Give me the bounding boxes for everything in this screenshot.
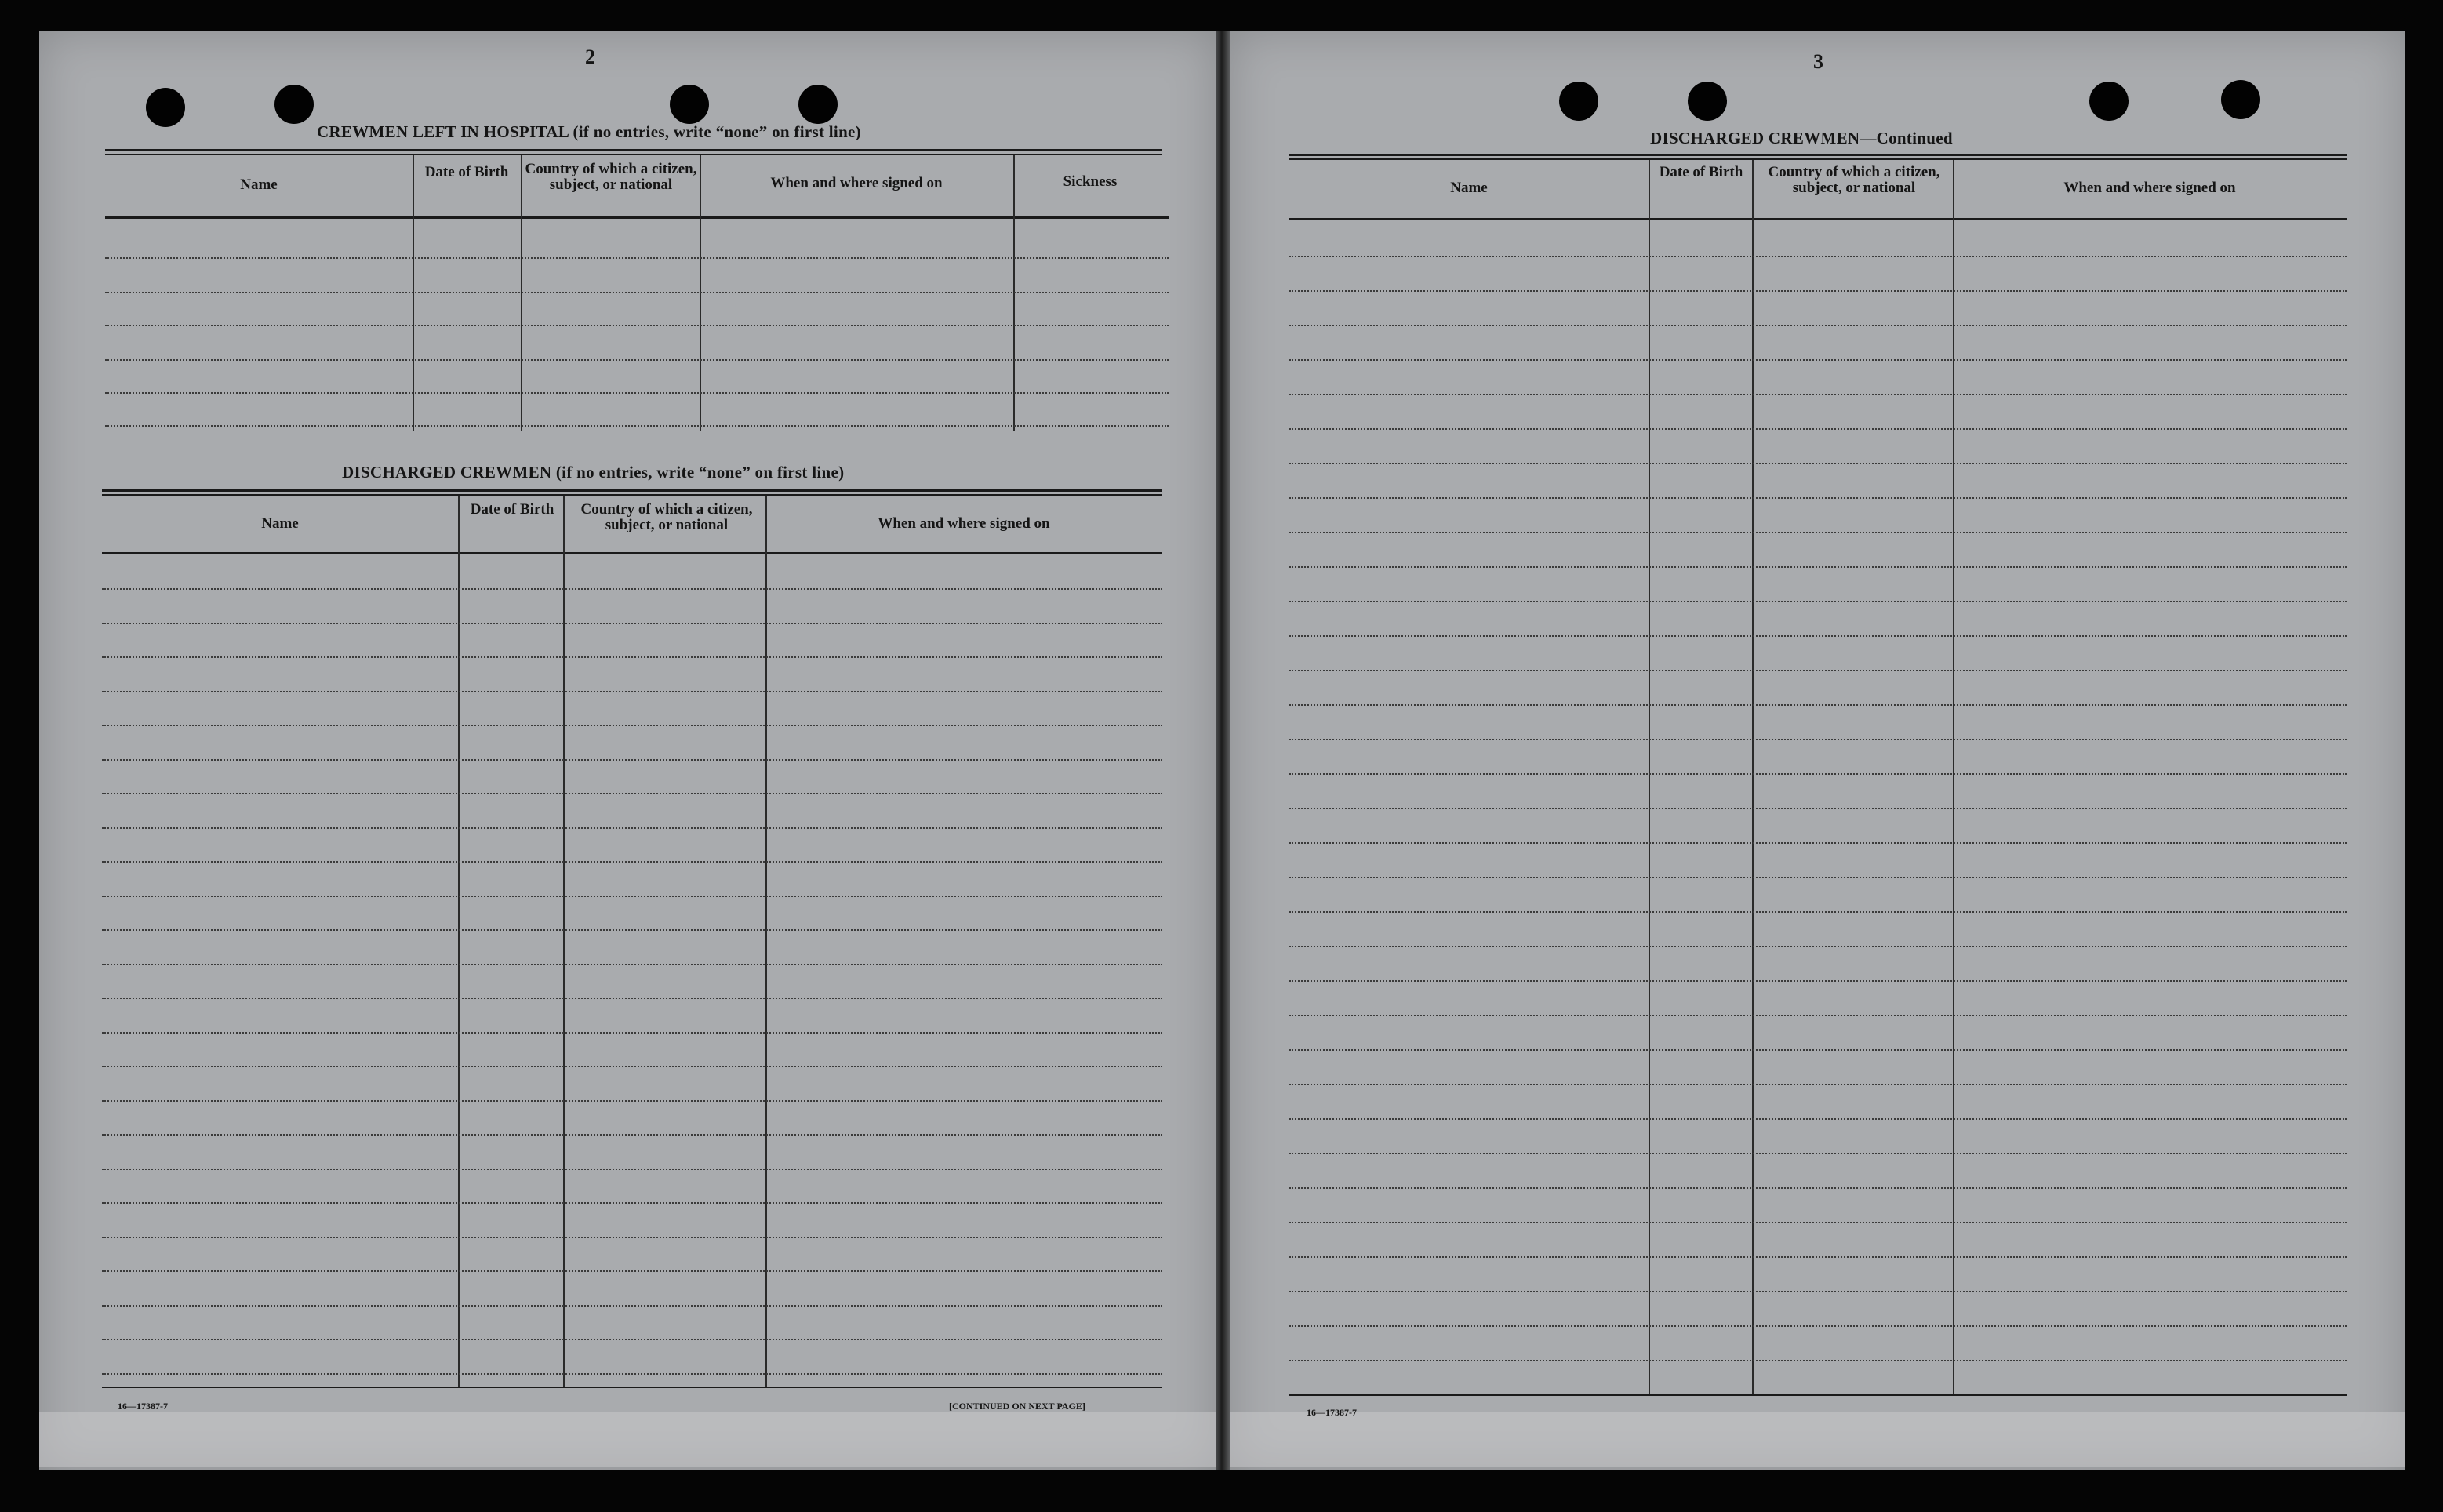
- page-number: 3: [1813, 50, 1823, 73]
- entry-row: [102, 1237, 1162, 1238]
- column-header: When and where signed on: [770, 175, 943, 191]
- table-header-rule: [105, 216, 1169, 219]
- form-number: 16—17387-7: [1307, 1407, 1357, 1418]
- entry-row: [105, 292, 1169, 293]
- column-header: Country of which a citizen, subject, or national: [580, 501, 753, 533]
- entry-row: [102, 827, 1162, 829]
- column-header: Date of Birth: [470, 501, 554, 518]
- entry-row: [1289, 394, 2347, 395]
- entry-row: [102, 1339, 1162, 1340]
- column-header: Country of which a citizen, subject, or national: [525, 161, 697, 193]
- entry-row: [1289, 1084, 2347, 1085]
- entry-row: [102, 998, 1162, 999]
- punch-hole: [146, 88, 185, 127]
- table-header-rule: [102, 552, 1162, 554]
- entry-row: [1289, 566, 2347, 568]
- entry-row: [1289, 842, 2347, 844]
- entry-row: [102, 623, 1162, 624]
- column-divider: [1953, 160, 1954, 1396]
- entry-row: [102, 1270, 1162, 1272]
- hospital-section-title: CREWMEN LEFT IN HOSPITAL (if no entries, write “none” on first line): [317, 122, 861, 141]
- left-page-bottom-edge: [39, 1412, 1216, 1467]
- column-header: When and where signed on: [2063, 180, 2236, 196]
- entry-row: [102, 656, 1162, 658]
- entry-row: [1289, 497, 2347, 499]
- entry-row: [1289, 256, 2347, 257]
- entry-row: [102, 929, 1162, 931]
- punch-hole: [798, 85, 838, 124]
- table-top-rule: [102, 494, 1162, 496]
- column-divider: [1649, 160, 1650, 1396]
- entry-row: [102, 1305, 1162, 1307]
- punch-hole: [1688, 82, 1727, 121]
- page-number: 2: [585, 45, 595, 68]
- right-page-bottom-edge: [1230, 1412, 2405, 1467]
- entry-row: [1289, 739, 2347, 740]
- entry-row: [1289, 1153, 2347, 1154]
- entry-row: [1289, 359, 2347, 361]
- entry-row: [1289, 1256, 2347, 1258]
- entry-row: [102, 1202, 1162, 1204]
- entry-row: [102, 793, 1162, 794]
- entry-row: [1289, 463, 2347, 464]
- entry-row: [1289, 635, 2347, 637]
- entry-row: [1289, 1222, 2347, 1223]
- column-divider: [563, 496, 565, 1388]
- entry-row: [1289, 670, 2347, 671]
- column-header: Date of Birth: [424, 164, 509, 180]
- column-divider: [1013, 155, 1015, 431]
- column-header: Sickness: [1063, 173, 1118, 190]
- entry-row: [1289, 1015, 2347, 1016]
- entry-row: [105, 392, 1169, 394]
- punch-hole: [1559, 82, 1598, 121]
- entry-row: [1289, 1325, 2347, 1327]
- entry-row: [1289, 911, 2347, 913]
- column-divider: [700, 155, 701, 431]
- entry-row: [1289, 290, 2347, 292]
- entry-row: [1289, 980, 2347, 982]
- table-header-rule: [1289, 218, 2347, 220]
- entry-row: [102, 1032, 1162, 1034]
- column-divider: [765, 496, 767, 1388]
- entry-row: [1289, 946, 2347, 947]
- table-top-rule: [102, 489, 1162, 492]
- column-divider: [413, 155, 414, 431]
- column-divider: [458, 496, 460, 1388]
- discharged-section-title: DISCHARGED CREWMEN (if no entries, write “none” on first line): [342, 463, 845, 482]
- table-bottom-rule: [102, 1387, 1162, 1388]
- left-page: [39, 31, 1216, 1470]
- column-header: Name: [1450, 180, 1488, 196]
- entry-row: [1289, 1118, 2347, 1120]
- column-divider: [1752, 160, 1754, 1396]
- entry-row: [1289, 428, 2347, 430]
- entry-row: [1289, 808, 2347, 809]
- entry-row: [1289, 325, 2347, 326]
- table-bottom-rule: [1289, 1394, 2347, 1396]
- entry-row: [105, 325, 1169, 326]
- entry-row: [1289, 1360, 2347, 1361]
- discharged-continued-title: DISCHARGED CREWMEN—Continued: [1650, 129, 1953, 147]
- entry-row: [102, 1066, 1162, 1067]
- entry-row: [1289, 601, 2347, 602]
- entry-row: [102, 861, 1162, 863]
- form-number: 16—17387-7: [118, 1401, 168, 1412]
- punch-hole: [2221, 80, 2260, 119]
- entry-row: [105, 425, 1169, 427]
- entry-row: [1289, 1187, 2347, 1189]
- entry-row: [102, 691, 1162, 692]
- right-page: [1230, 31, 2405, 1470]
- entry-row: [1289, 532, 2347, 533]
- table-top-rule: [1289, 154, 2347, 156]
- column-header: When and where signed on: [878, 515, 1050, 532]
- punch-hole: [670, 85, 709, 124]
- punch-hole: [2089, 82, 2129, 121]
- column-divider: [521, 155, 522, 431]
- entry-row: [1289, 704, 2347, 706]
- entry-row: [102, 759, 1162, 761]
- entry-row: [102, 964, 1162, 965]
- continued-note: [CONTINUED ON NEXT PAGE]: [949, 1401, 1085, 1412]
- entry-row: [1289, 1291, 2347, 1292]
- entry-row: [102, 1169, 1162, 1170]
- entry-row: [102, 1100, 1162, 1102]
- column-header: Date of Birth: [1659, 164, 1743, 180]
- table-top-rule: [105, 154, 1162, 155]
- table-top-rule: [105, 149, 1162, 151]
- entry-row: [102, 1373, 1162, 1375]
- entry-row: [105, 359, 1169, 361]
- entry-row: [1289, 773, 2347, 775]
- entry-row: [105, 257, 1169, 259]
- entry-row: [1289, 877, 2347, 878]
- column-header: Name: [240, 176, 278, 193]
- entry-row: [102, 588, 1162, 590]
- column-header: Name: [261, 515, 299, 532]
- column-header: Country of which a citizen, subject, or national: [1768, 164, 1940, 196]
- entry-row: [1289, 1049, 2347, 1051]
- punch-hole: [274, 85, 314, 124]
- entry-row: [102, 896, 1162, 897]
- entry-row: [102, 725, 1162, 726]
- entry-row: [102, 1134, 1162, 1136]
- table-top-rule: [1289, 158, 2347, 160]
